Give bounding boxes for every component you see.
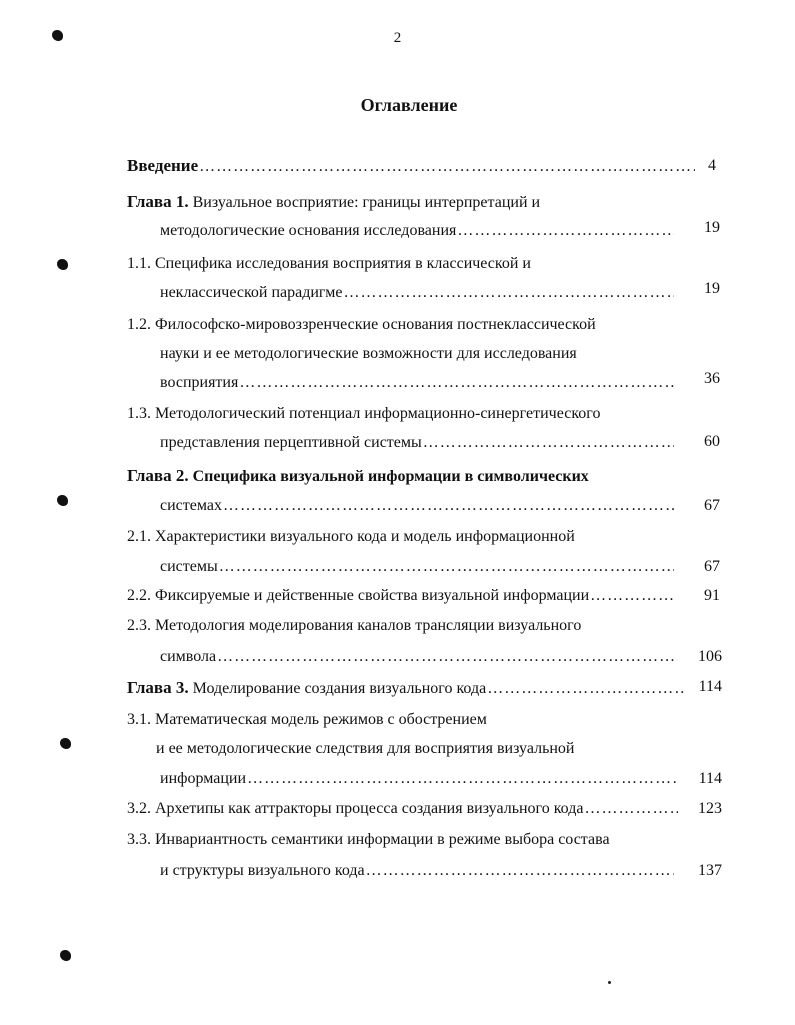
entry-number: 2.1. <box>127 528 151 545</box>
entry-number: 2.2. <box>127 587 151 604</box>
leader-dots <box>344 281 674 305</box>
entry-number: Глава 2. <box>127 466 189 485</box>
leader-dots <box>247 767 678 791</box>
entry-page: 36 <box>704 370 720 387</box>
leader-dots <box>223 494 674 518</box>
scan-mark <box>60 738 71 749</box>
entry-page: 19 <box>704 219 720 236</box>
leader-dots <box>584 797 678 821</box>
scan-mark <box>57 495 68 506</box>
entry-title-cont: символа <box>160 648 217 665</box>
entry-page: 19 <box>704 280 720 297</box>
entry-page: 114 <box>698 770 722 787</box>
entry-page: 67 <box>704 497 720 514</box>
entry-title-cont: науки и ее методологические возможности для исследования <box>160 345 577 362</box>
toc-entry-3-2[interactable] <box>127 797 678 821</box>
entry-page: 4 <box>708 157 716 174</box>
entry-title-cont: неклассической парадигме <box>160 284 343 301</box>
scan-mark <box>60 950 71 961</box>
leader-dots <box>219 555 674 579</box>
scan-speck <box>608 981 611 984</box>
entry-number: 2.3. <box>127 617 151 634</box>
toc-entry-3-3-cont[interactable] <box>160 859 674 883</box>
toc-entry-2-1-cont[interactable] <box>160 555 674 579</box>
leader-dots <box>457 219 674 243</box>
toc-entry-1-1[interactable] <box>127 252 531 276</box>
leader-dots <box>199 155 695 179</box>
entry-page: 114 <box>698 678 722 695</box>
entry-title: Архетипы как аттракторы процесса создания визуального кода <box>155 800 584 817</box>
entry-title: Фиксируемые и действенные свойства визуальной информации <box>155 587 590 604</box>
entry-number: 3.1. <box>127 711 151 728</box>
toc-entry-chapter-3[interactable] <box>127 676 686 700</box>
entry-title: Методология моделирования каналов трансляции визуального <box>155 617 582 634</box>
entry-title: Моделирование создания визуального кода <box>192 680 487 697</box>
toc-title: Оглавление <box>360 95 458 115</box>
page-number: 2 <box>393 30 402 46</box>
toc-entry-1-3[interactable] <box>127 402 600 426</box>
entry-title-cont: системах <box>160 497 222 514</box>
entry-number: Глава 1. <box>127 192 189 211</box>
leader-dots <box>239 371 674 395</box>
toc-entry-2-1[interactable] <box>127 525 575 549</box>
entry-title-cont: системы <box>160 558 218 575</box>
entry-number: 1.3. <box>127 405 151 422</box>
entry-number: 3.3. <box>127 831 151 848</box>
entry-title-cont: и ее методологические следствия для восприятия визуальной <box>156 740 575 757</box>
entry-number: 3.2. <box>127 800 151 817</box>
entry-title-cont: и структуры визуального кода <box>160 862 365 879</box>
leader-dots <box>366 859 674 883</box>
entry-page: 106 <box>698 648 722 665</box>
toc-entry-1-2-cont <box>160 342 577 366</box>
entry-title: Введение <box>127 156 199 175</box>
toc-entry-chapter-1-cont[interactable] <box>160 219 674 243</box>
toc-entry-2-3[interactable] <box>127 614 581 638</box>
toc-entry-1-3-cont[interactable] <box>160 431 674 455</box>
entry-number: 1.2. <box>127 316 151 333</box>
toc-entry-3-1-cont[interactable] <box>160 767 678 791</box>
entry-title: Специфика визуальной информации в символических <box>192 468 589 485</box>
entry-title: Философско-мировоззренческие основания постнеклассической <box>155 316 596 333</box>
entry-number: Глава 3. <box>127 678 189 697</box>
entry-page: 137 <box>698 862 722 879</box>
toc-entry-3-3[interactable] <box>127 828 610 852</box>
toc-entry-chapter-2[interactable] <box>127 464 589 488</box>
leader-dots <box>590 584 675 608</box>
entry-title-cont: методологические основания исследования <box>160 222 457 239</box>
entry-title: Специфика исследования восприятия в классической и <box>155 255 531 272</box>
toc-entry-2-2[interactable] <box>127 584 675 608</box>
entry-page: 91 <box>704 587 720 604</box>
entry-title-cont: представления перцептивной системы <box>160 434 422 451</box>
entry-title: Математическая модель режимов с обострением <box>155 711 487 728</box>
toc-entry-1-2-cont[interactable] <box>160 371 674 395</box>
entry-page: 67 <box>704 558 720 575</box>
entry-title: Характеристики визуального кода и модель информационной <box>155 528 575 545</box>
entry-title: Инвариантность семантики информации в режиме выбора состава <box>155 831 610 848</box>
toc-entry-chapter-2-cont[interactable] <box>160 494 674 518</box>
entry-title: Методологический потенциал информационно-синергетического <box>155 405 601 422</box>
entry-page: 123 <box>698 800 722 817</box>
scan-mark <box>57 259 68 270</box>
toc-entry-3-1-cont <box>156 737 575 761</box>
toc-entry-3-1[interactable] <box>127 708 487 732</box>
toc-entry-chapter-1[interactable] <box>127 190 540 214</box>
entry-title-cont: информации <box>160 770 247 787</box>
toc-entry-2-3-cont[interactable] <box>160 645 678 669</box>
entry-title: Визуальное восприятие: границы интерпретаций и <box>192 194 541 211</box>
toc-entry-1-2[interactable] <box>127 313 596 337</box>
toc-entry-1-1-cont[interactable] <box>160 281 674 305</box>
leader-dots <box>217 645 678 669</box>
leader-dots <box>423 431 674 455</box>
toc-entry-introduction[interactable] <box>127 154 695 178</box>
leader-dots <box>487 677 686 701</box>
entry-title-cont: восприятия <box>160 374 239 391</box>
entry-page: 60 <box>704 433 720 450</box>
entry-number: 1.1. <box>127 255 151 272</box>
